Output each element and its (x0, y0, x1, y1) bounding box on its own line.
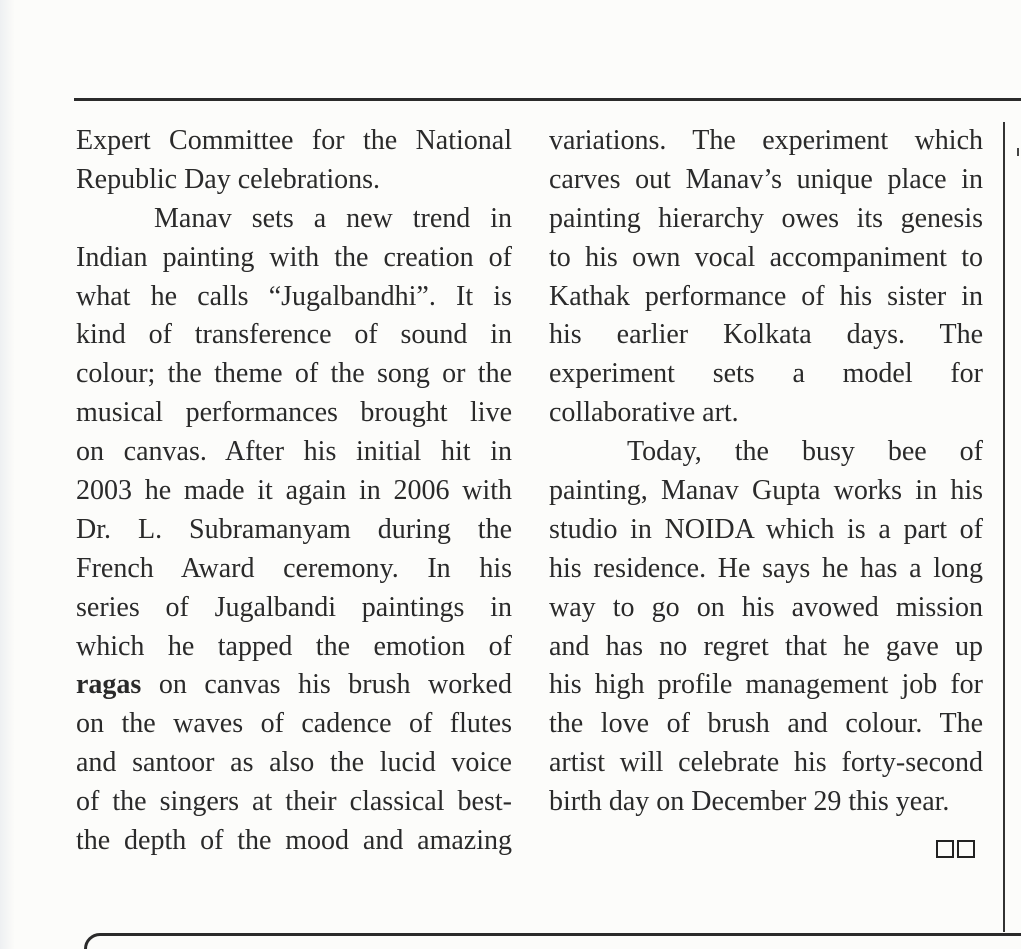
text-line (549, 394, 983, 433)
text-line (76, 666, 512, 705)
line-text: series of Jugalbandi paintings in (76, 591, 512, 623)
line-text: experiment sets a model for (549, 358, 983, 390)
top-rule (74, 98, 1021, 101)
line-text: the depth of the mood and amazing (76, 825, 512, 857)
line-text: colour; the theme of the song or the (76, 358, 512, 390)
text-line (76, 278, 512, 317)
line-text: what he calls “Jugalbandhi”. It is (76, 280, 512, 312)
bottom-box-frame (84, 933, 1021, 949)
line-text: French Award ceremony. In his (76, 552, 512, 584)
line-text: Kathak performance of his sister in (549, 280, 983, 312)
text-line (549, 161, 983, 200)
text-line (76, 394, 512, 433)
text-line (549, 511, 983, 550)
text-line (76, 316, 512, 355)
line-text: painting hierarchy owes its genesis (549, 202, 983, 234)
column-divider-rule (1003, 122, 1005, 932)
text-line (549, 316, 983, 355)
line-text: on canvas. After his initial hit in (76, 436, 512, 468)
text-line (76, 239, 512, 278)
text-line (549, 239, 983, 278)
text-line (549, 278, 983, 317)
line-text: way to go on his avowed mission (549, 591, 983, 623)
line-text: painting, Manav Gupta works in his (549, 475, 983, 507)
line-text: on the waves of cadence of flutes (76, 708, 512, 740)
text-line (76, 783, 512, 822)
line-text: variations. The experiment which (549, 125, 983, 156)
margin-mark (1017, 148, 1019, 156)
text-line (549, 705, 983, 744)
line-text: his high profile management job for (549, 669, 983, 701)
line-text: carves out Manav’s unique place in (549, 163, 983, 195)
text-line (549, 433, 983, 472)
page-edge-shadow (0, 0, 14, 949)
text-line (549, 589, 983, 628)
text-line (76, 705, 512, 744)
line-text: to his own vocal accompaniment to (549, 241, 983, 273)
end-square-icon (936, 840, 954, 858)
text-line (76, 589, 512, 628)
text-line (76, 511, 512, 550)
line-text: musical performances brought live (76, 397, 512, 429)
line-text: on canvas his brush worked (141, 669, 512, 701)
text-line (549, 122, 983, 161)
text-line (549, 355, 983, 394)
line-text: Manav sets a new trend in (154, 202, 512, 234)
line-text: 2003 he made it again in 2006 with (76, 475, 512, 507)
article-column-left (76, 122, 512, 861)
text-line (549, 783, 983, 822)
text-line (549, 200, 983, 239)
line-text: which he tapped the emotion of (76, 630, 512, 662)
text-line (76, 355, 512, 394)
line-text: his earlier Kolkata days. The (549, 319, 983, 351)
text-line (549, 628, 983, 667)
line-text: Today, the busy bee of (627, 436, 983, 468)
line-text: and has no regret that he gave up (549, 630, 983, 662)
text-line (76, 122, 512, 161)
end-of-article-icon (936, 840, 975, 858)
line-text: of the singers at their classical best- (76, 786, 512, 818)
text-line (76, 822, 512, 861)
text-line (549, 550, 983, 589)
line-text: studio in NOIDA which is a part of (549, 513, 983, 545)
text-line (76, 628, 512, 667)
line-text: Dr. L. Subramanyam during the (76, 513, 512, 545)
line-text: artist will celebrate his forty-second (549, 747, 983, 779)
line-text: Indian painting with the creation of (76, 241, 512, 273)
text-line (76, 472, 512, 511)
line-text: and santoor as also the lucid voice (76, 747, 512, 779)
line-text: his residence. He says he has a long (549, 552, 983, 584)
text-line (76, 744, 512, 783)
text-line (549, 744, 983, 783)
text-line (76, 161, 512, 200)
bold-term: ragas (76, 669, 142, 701)
line-text: collaborative art. (549, 397, 739, 429)
line-text: the love of brush and colour. The (549, 708, 983, 740)
text-line (549, 666, 983, 705)
line-text: kind of transference of sound in (76, 319, 512, 351)
line-text: birth day on December 29 this year. (549, 786, 950, 818)
text-line (76, 433, 512, 472)
text-line (76, 200, 512, 239)
end-square-icon (957, 840, 975, 858)
text-line (549, 472, 983, 511)
line-text: Expert Committee for the National (76, 125, 512, 156)
article-column-right (549, 122, 983, 822)
text-line (76, 550, 512, 589)
line-text: Republic Day celebrations. (76, 163, 381, 195)
